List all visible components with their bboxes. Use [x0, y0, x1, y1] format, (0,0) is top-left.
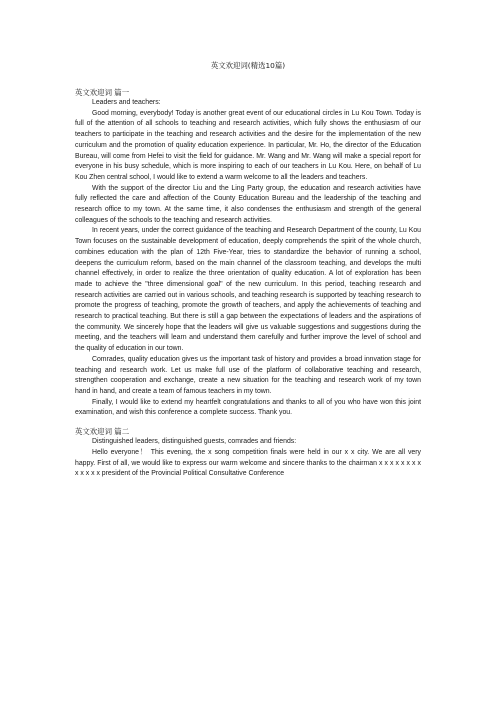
section-heading-1: 英文欢迎词 篇一 — [75, 88, 130, 97]
document-title: 英文欢迎词(精选10篇) — [210, 61, 286, 70]
paragraph: With the support of the director Liu and the Ling Party group, the education and research activities have fully reflected the care and affection of the County Education Bureau and the leadership of the teaching and research office to my town. At the same time, it also condenses the enthusiasm and strength of the general colleagues of the schools to the teaching and research activities. — [75, 184, 421, 224]
paragraph: Good morning, everybody! Today is another great event of our educational circles in Lu Kou Town. Today is full of the attention of all schools to teaching and research activities, which fully shows the enthusiasm of our teachers to participate in the teaching and research activities and the desire for the implementation of the new curriculum and the promotion of quality education experience. In particular, Mr. Ho, the director of the Education Bureau, will come from Hefei to visit the field for guidance. Mr. Wang and Mr. Wang will make a special report for everyone in his busy schedule, which is more inspiring to each of our teachers in Lu Kou. Here, on behalf of Lu Kou Zhen central school, I would like to extend a warm welcome to all the leaders and teachers. — [75, 109, 421, 181]
salutation: Distinguished leaders, distinguished guests, comrades and friends: — [92, 438, 297, 446]
salutation: Leaders and teachers: — [92, 99, 161, 106]
section-spacer — [75, 419, 421, 427]
paragraph: Hello everyone！ This evening, the x song competition finals were held in our x x city. We are all very happy. First of all, we would like to express our warm welcome and sincere thanks to the chairman x x x x x x x x x x x x x president of the Provincial Political Consultative Conference — [75, 448, 421, 478]
section-heading-2: 英文欢迎词 篇二 — [75, 427, 130, 437]
paragraph: Finally, I would like to extend my heartfelt congratulations and thanks to all of you who have won this joint examination, and wish this conference a complete success. Thank you. — [75, 398, 421, 417]
paragraph: Comrades, quality education gives us the important task of history and provides a broad innvation stage for teaching and research work. Let us make full use of the platform of collaborative teaching and research, strengthen cooperation and exchange, create a new situation for the teaching and research work of my town hand in hand, and create a team of famous teachers in my town. — [75, 355, 421, 395]
paragraph: In recent years, under the correct guidance of the teaching and Research Department of the county, Lu Kou Town focuses on the sustainable development of education, deeply comprehends the spirit of the whole church, combines education with the plan of 12th Five-Year, tries to standardize the behavior of running a school, deepens the curriculum reform, based on the main channel of the classroom teaching, and develops the multi channel effectively, in order to realize the three orientation of quality education. A lot of exploration has been made to achieve the "three dimensional goal" of the new curriculum. In this period, teaching research and research activities are carried out in various schools, and teaching research is supported by teaching research to promote the progress of teaching, promote the growth of teachers, and apply the achievements of teaching and research to practical teaching. But there is still a gap between the expectations of leaders and the aspirations of the community. We sincerely hope that the leaders will give us valuable suggestions and suggestions during the meeting, and the teachers will learn and understand them carefully and further improve the level of school and the quality of education in our town. — [75, 227, 421, 353]
document-body — [75, 88, 421, 480]
